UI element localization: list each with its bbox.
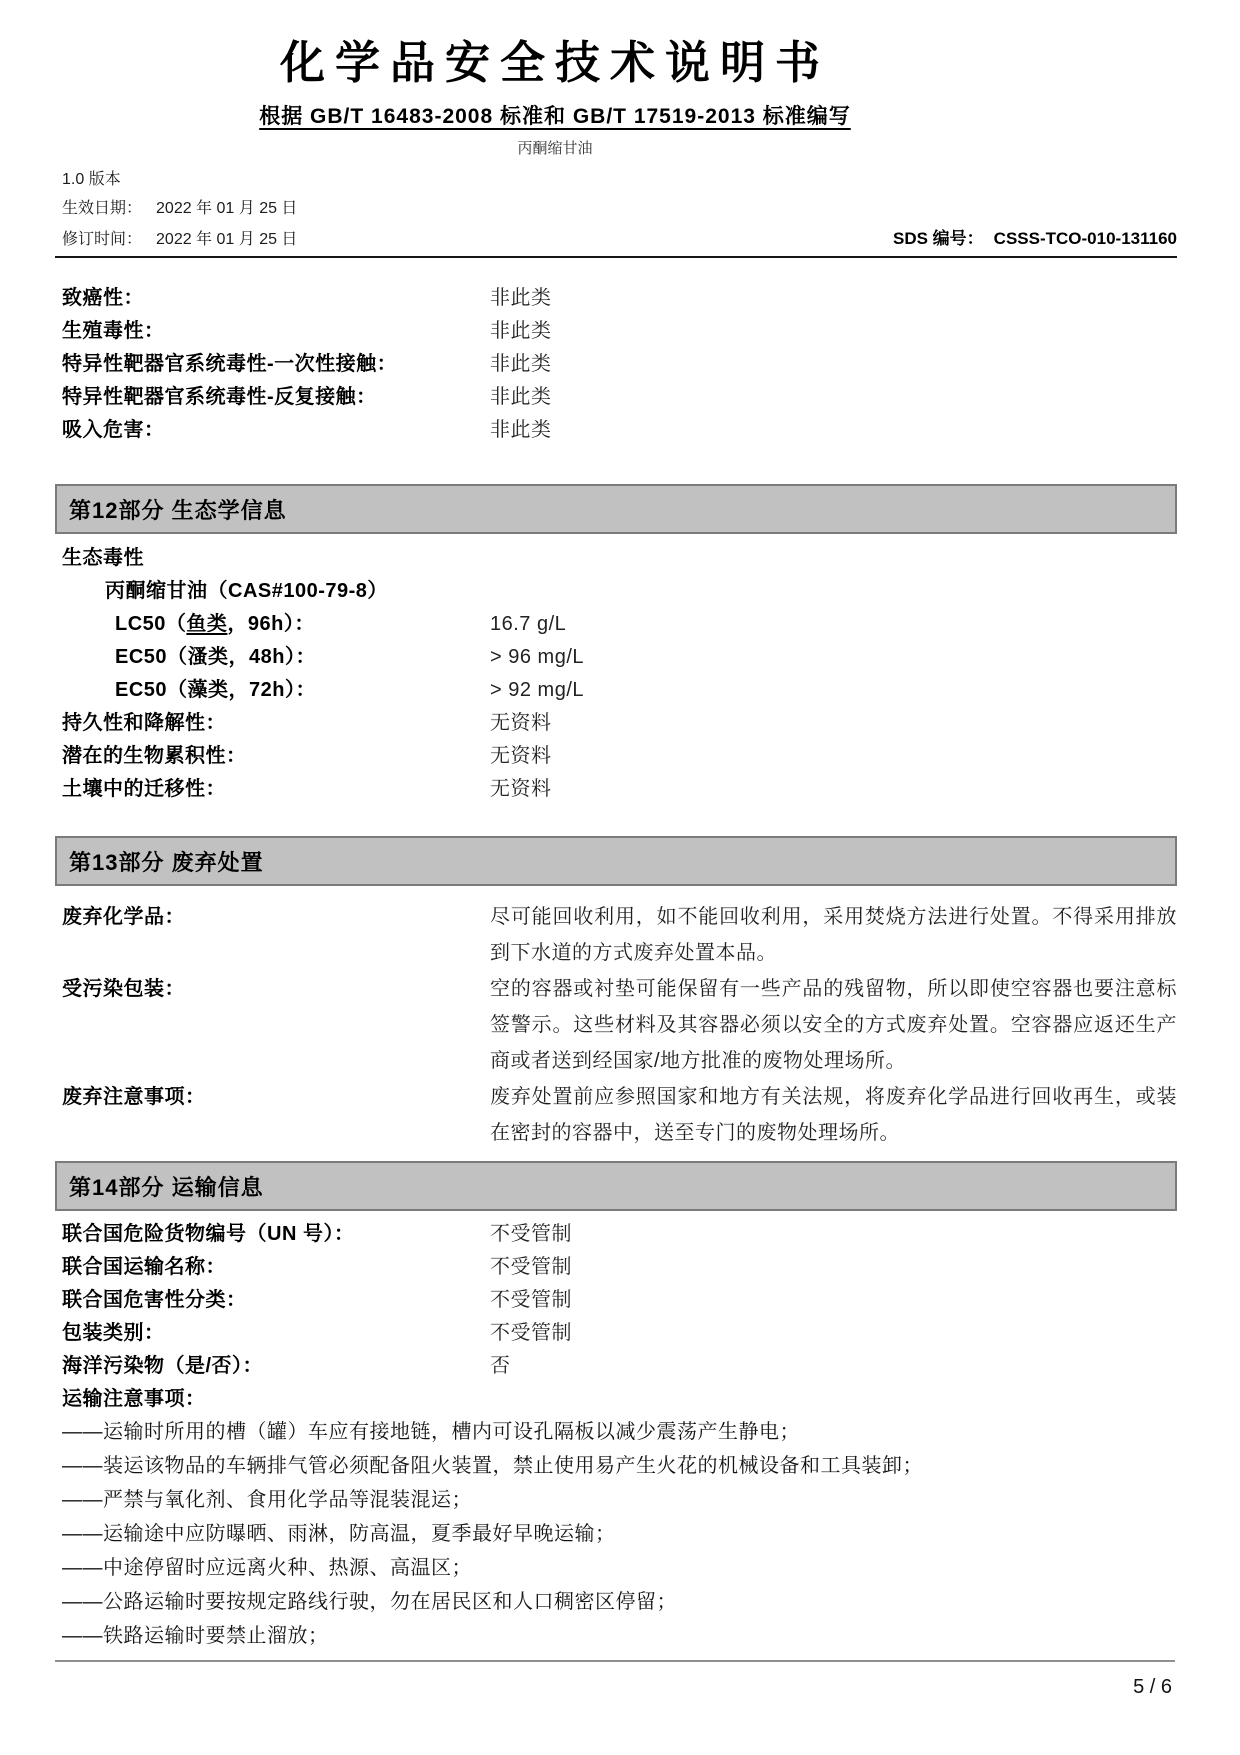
row-value: 非此类 [490, 287, 552, 309]
row-label: 土壤中的迁移性： [62, 778, 226, 800]
row-label: EC50（藻类，72h）： [115, 679, 316, 701]
row-value: 非此类 [490, 353, 552, 375]
table-row [55, 1323, 1177, 1343]
row-value: 废弃处置前应参照国家和地方有关法规，将废弃化学品进行回收再生，或装在密封的容器中，送至专门的废物处理场所。 [490, 1086, 1177, 1144]
transport-notes-title-row [55, 1389, 1177, 1409]
revision-date-value: 2022 年 01 月 25 日 [156, 231, 298, 248]
row-label: 生殖毒性： [62, 320, 165, 342]
row-label: 联合国运输名称： [62, 1256, 226, 1278]
table-row [55, 971, 1177, 1079]
sds-number-value: CSSS-TCO-010-131160 [993, 229, 1177, 248]
list-item: ——铁路运输时要禁止溜放； [62, 1625, 329, 1647]
section-12-body [55, 548, 1177, 799]
substance-row [55, 581, 1177, 601]
sds-number-block [893, 228, 1177, 250]
row-value: 否 [490, 1355, 511, 1377]
row-label: 特异性靶器官系统毒性-反复接触： [62, 386, 377, 408]
revision-date-label: 修订时间： [62, 231, 143, 248]
row-value: > 96 mg/L [490, 646, 585, 668]
row-value: 空的容器或衬垫可能保留有一些产品的残留物，所以即使空容器也要注意标签警示。这些材料及其容器必须以安全的方式废弃处置。空容器应返还生产商或者送到经国家/地方批准的废物处理场所。 [490, 978, 1177, 1072]
row-value: 16.7 g/L [490, 613, 567, 635]
page-number: 5 / 6 [1133, 1676, 1172, 1698]
table-row [55, 713, 1177, 733]
table-row [55, 899, 1177, 971]
row-label: 吸入危害： [62, 419, 165, 441]
product-name: 丙酮缩甘油 [517, 140, 593, 157]
table-row [55, 387, 1177, 407]
section-13-heading: 第13部分 废弃处置 [55, 836, 1177, 886]
row-value: 不受管制 [490, 1322, 572, 1344]
row-value: 不受管制 [490, 1289, 572, 1311]
version-label: 1.0 版本 [62, 171, 121, 188]
list-item: ——公路运输时要按规定路线行驶，勿在居民区和人口稠密区停留； [62, 1591, 677, 1613]
row-label: 废弃注意事项： [62, 1086, 206, 1108]
lc50-label-pre: LC50（ [115, 613, 187, 635]
lc50-label-post: ，96h）： [227, 613, 315, 635]
table-row [55, 779, 1177, 799]
table-row [55, 420, 1177, 440]
lc50-label-underlined: 鱼类 [186, 613, 228, 635]
row-label: 废弃化学品： [62, 906, 185, 928]
row-label: 潜在的生物累积性： [62, 745, 247, 767]
section-14-heading: 第14部分 运输信息 [55, 1161, 1177, 1211]
revision-left [62, 229, 297, 251]
row-label: 包装类别： [62, 1322, 165, 1344]
effective-date-value: 2022 年 01 月 25 日 [156, 200, 298, 217]
row-value: 不受管制 [490, 1223, 572, 1245]
row-value: 非此类 [490, 419, 552, 441]
table-row [55, 680, 1177, 700]
row-value: 非此类 [490, 320, 552, 342]
table-row [55, 1257, 1177, 1277]
row-label: 致癌性： [62, 287, 144, 309]
document-subtitle: 根据 GB/T 16483-2008 标准和 GB/T 17519-2013 标准编写 [259, 105, 851, 128]
sds-number-label: SDS 编号： [892, 229, 984, 248]
row-value: 非此类 [490, 386, 552, 408]
row-label: 特异性靶器官系统毒性-一次性接触： [62, 353, 398, 375]
row-label: 联合国危害性分类： [62, 1289, 247, 1311]
row-label: 海洋污染物（是/否）： [62, 1355, 264, 1377]
table-row [55, 1079, 1177, 1151]
list-item: ——运输时所用的槽（罐）车应有接地链，槽内可设孔隔板以减少震荡产生静电； [62, 1421, 800, 1443]
document-meta [62, 169, 1177, 251]
version-line [62, 169, 1177, 191]
list-item: ——中途停留时应远离火种、热源、高温区； [62, 1557, 472, 1579]
section-13-body [55, 899, 1177, 1151]
table-row [55, 1290, 1177, 1310]
row-value: 无资料 [490, 712, 552, 734]
table-row [55, 354, 1177, 374]
row-value: 不受管制 [490, 1256, 572, 1278]
footer-divider [55, 1660, 1175, 1662]
header-divider [55, 256, 1177, 258]
ecotoxicity-title-row [55, 548, 1177, 568]
substance-name: 丙酮缩甘油（CAS#100-79-8） [105, 580, 388, 602]
ecotoxicity-label: 生态毒性 [62, 547, 144, 569]
list-item: ——装运该物品的车辆排气管必须配备阻火装置，禁止使用易产生火花的机械设备和工具装卸； [62, 1455, 923, 1477]
row-value: > 92 mg/L [490, 679, 585, 701]
row-label [55, 614, 490, 634]
row-value: 无资料 [490, 778, 552, 800]
row-value: 无资料 [490, 745, 552, 767]
table-row [55, 614, 1177, 634]
row-label: 持久性和降解性： [62, 712, 226, 734]
table-row [55, 1224, 1177, 1244]
table-row [55, 288, 1177, 308]
table-row [55, 647, 1177, 667]
transport-notes [55, 1422, 1177, 1646]
document-title: 化学品安全技术说明书 [279, 38, 830, 88]
document-body [55, 288, 1177, 1646]
transport-notes-label: 运输注意事项： [62, 1388, 206, 1410]
toxicity-rows [55, 288, 1177, 440]
revision-line [62, 228, 1177, 251]
table-row [55, 1356, 1177, 1376]
row-value: 尽可能回收利用，如不能回收利用，采用焚烧方法进行处置。不得采用排放到下水道的方式废弃处置本品。 [490, 906, 1177, 964]
section-12-heading: 第12部分 生态学信息 [55, 484, 1177, 534]
table-row [55, 321, 1177, 341]
section-14-body [55, 1224, 1177, 1646]
effective-date-label: 生效日期： [62, 200, 143, 217]
document-header [55, 0, 1055, 159]
effective-date-line [62, 198, 1177, 220]
row-label: EC50（溞类，48h）： [115, 646, 316, 668]
row-label: 联合国危险货物编号（UN 号）： [62, 1223, 355, 1245]
list-item: ——严禁与氧化剂、食用化学品等混装混运； [62, 1489, 472, 1511]
list-item: ——运输途中应防曝晒、雨淋，防高温，夏季最好早晚运输； [62, 1523, 616, 1545]
table-row [55, 746, 1177, 766]
row-label: 受污染包装： [62, 978, 185, 1000]
